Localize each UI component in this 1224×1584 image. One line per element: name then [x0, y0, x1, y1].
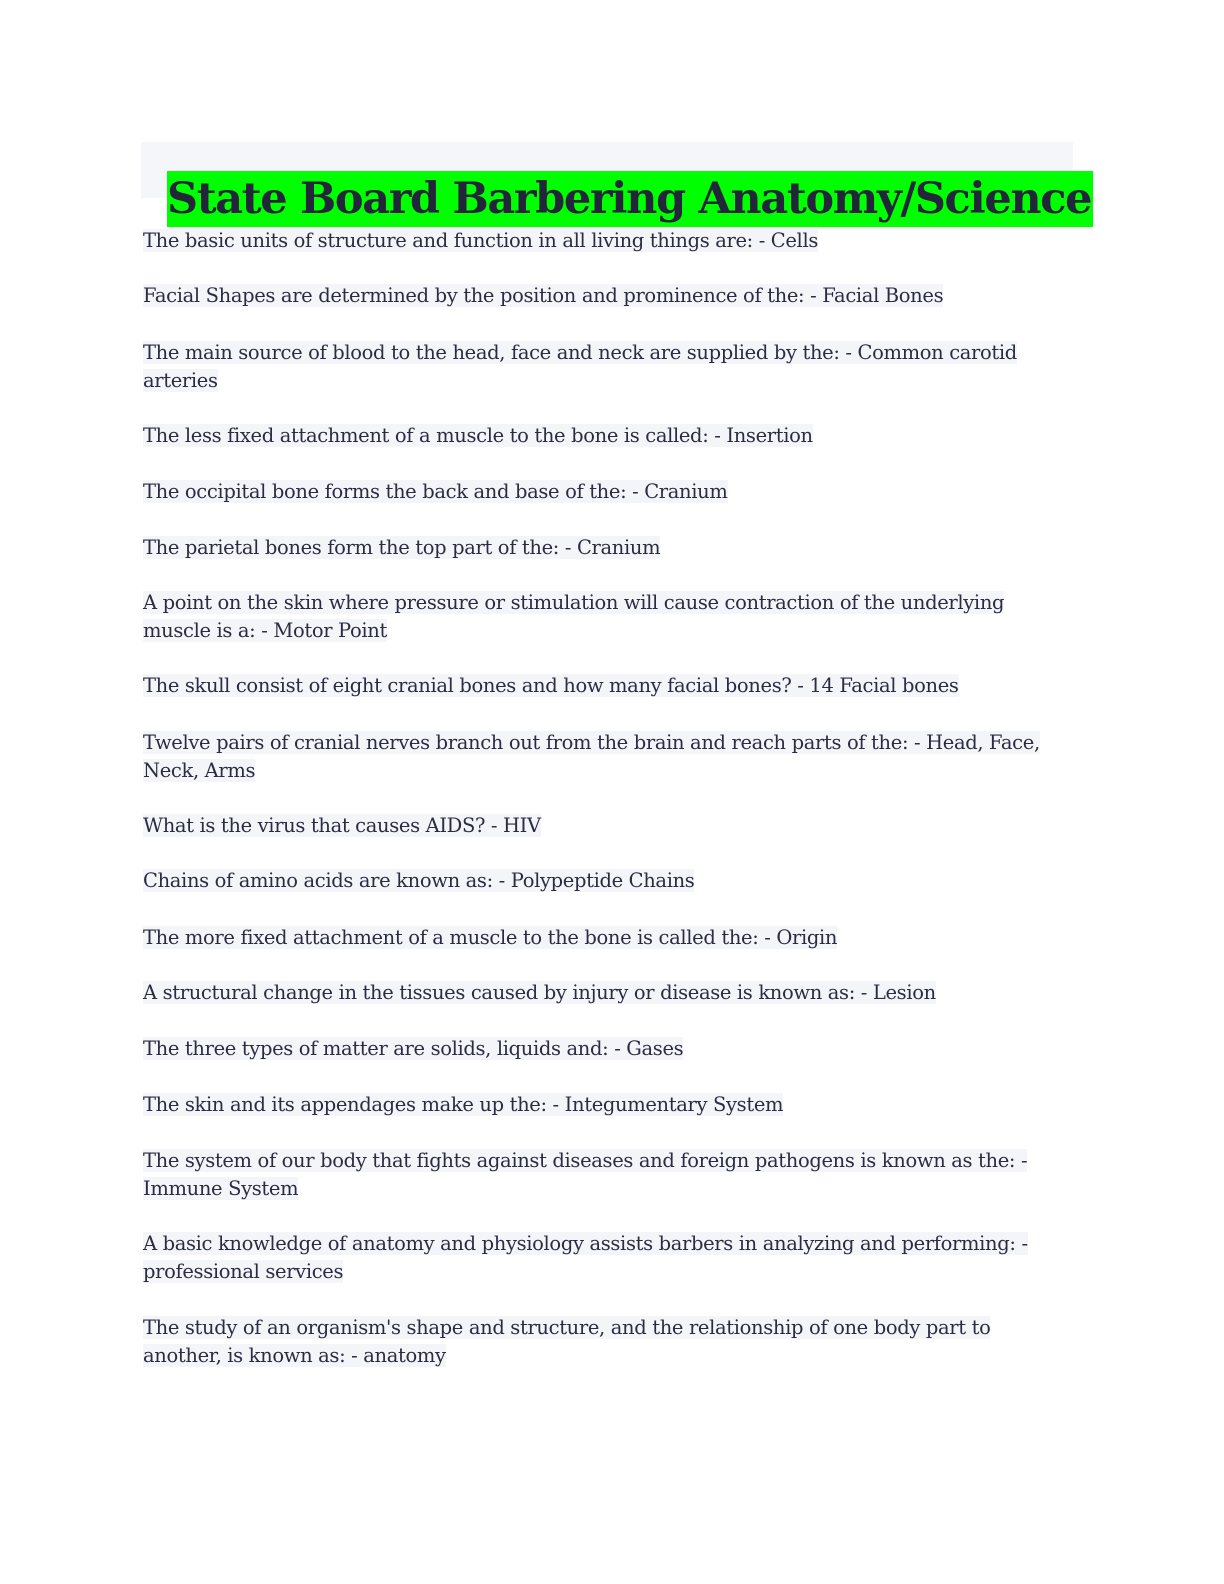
list-item	[143, 1230, 1073, 1286]
question-answer-text: The basic units of structure and function in all living things are: - Cells	[143, 229, 818, 252]
question-answer-text: The parietal bones form the top part of the: - Cranium	[143, 536, 661, 559]
question-answer-text: What is the virus that causes AIDS? - HIV	[143, 814, 541, 837]
page-title: State Board Barbering Anatomy/Science	[167, 171, 1093, 227]
list-item	[143, 478, 1073, 506]
list-item	[143, 227, 1073, 255]
list-item	[143, 1035, 1073, 1063]
question-answer-text: Facial Shapes are determined by the position and prominence of the: - Facial Bones	[143, 284, 944, 307]
list-item	[143, 339, 1073, 395]
list-item	[143, 589, 1073, 645]
list-item	[143, 534, 1073, 562]
list-item	[143, 672, 1073, 700]
question-answer-text: The skull consist of eight cranial bones and how many facial bones? - 14 Facial bones	[143, 674, 959, 697]
list-item	[143, 729, 1073, 785]
list-item	[143, 1147, 1073, 1203]
list-item	[143, 282, 1073, 310]
list-item	[143, 812, 1073, 840]
list-item	[143, 924, 1073, 952]
question-answer-text: A structural change in the tissues caused by injury or disease is known as: - Lesion	[143, 981, 936, 1004]
question-answer-text: The skin and its appendages make up the: - Integumentary System	[143, 1093, 784, 1116]
list-item	[143, 1091, 1073, 1119]
question-answer-text: A point on the skin where pressure or stimulation will cause contraction of the underlying muscle is a: - Motor Point	[143, 591, 1005, 642]
question-answer-text: The occipital bone forms the back and base of the: - Cranium	[143, 480, 728, 503]
question-answer-text: The system of our body that fights against diseases and foreign pathogens is known as the: - Immune System	[143, 1149, 1028, 1200]
question-answer-text: The less fixed attachment of a muscle to the bone is called: - Insertion	[143, 424, 813, 447]
question-answer-text: The more fixed attachment of a muscle to the bone is called the: - Origin	[143, 926, 838, 949]
question-answer-text: The main source of blood to the head, face and neck are supplied by the: - Common carotid arteries	[143, 341, 1017, 392]
question-answer-text: Chains of amino acids are known as: - Polypeptide Chains	[143, 869, 695, 892]
question-answer-text: The study of an organism's shape and structure, and the relationship of one body part to another, is known as: - anatomy	[143, 1316, 991, 1367]
question-answer-text: Twelve pairs of cranial nerves branch out from the brain and reach parts of the: - Head, Face, Neck, Arms	[143, 731, 1040, 782]
question-answer-text: The three types of matter are solids, liquids and: - Gases	[143, 1037, 684, 1060]
question-answer-text: A basic knowledge of anatomy and physiology assists barbers in analyzing and performing: - professional services	[143, 1232, 1028, 1283]
list-item	[143, 1314, 1073, 1370]
list-item	[143, 867, 1073, 895]
list-item	[143, 979, 1073, 1007]
list-item	[143, 422, 1073, 450]
